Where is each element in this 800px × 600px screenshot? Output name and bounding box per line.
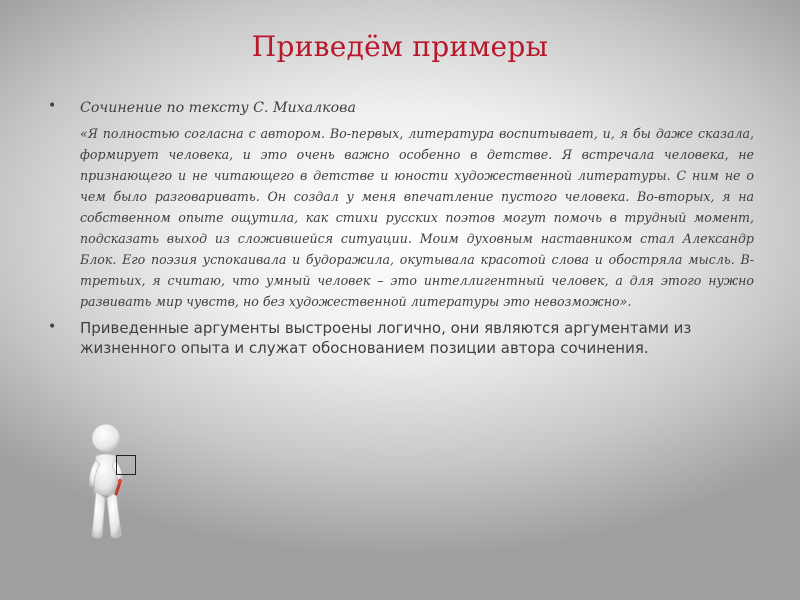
slide-title: Приведём примеры [251, 30, 549, 63]
bullet-dot: • [48, 98, 57, 114]
stick-figure-holding-magnifier-icon [78, 422, 148, 546]
essay-heading: Сочинение по тексту С. Михалкова [80, 100, 356, 116]
essay-quote: «Я полностью согласна с автором. Во-первых, литература воспитывает, и, я бы даже сказала, формирует человека, и это очень важно особенно в детстве. Я встречала человека, не признающего и не читающего в детстве и юности художественной литературы. С ним не о чем было разговаривать. Он создал у меня впечатление пустого человека. Во-вторых, я на собственном опыте ощутила, как стихи русских поэтов могут помочь в трудный момент, подсказать выход из сложившейся ситуации. Моим духовным наставником стал Александр Блок. Его поэзия успокаивала и будоражила, окутывала красотой слова и обостряла мысль. В-третьих, я считаю, что умный человек – это интеллигентный человек, а для этого нужно развивать мир чувств, но без художественной литературы это невозможно». [80, 126, 754, 309]
empty-checkbox-icon [116, 455, 136, 475]
bullet-dot: • [48, 319, 57, 335]
slide-content [48, 98, 754, 358]
bullet-item-conclusion [48, 318, 754, 358]
bullet-item-essay [48, 98, 754, 119]
conclusion-text: Приведенные аргументы выстроены логично, они являются аргументами из жизненного опыта и служат обоснованием позиции автора сочинения. [80, 319, 692, 357]
